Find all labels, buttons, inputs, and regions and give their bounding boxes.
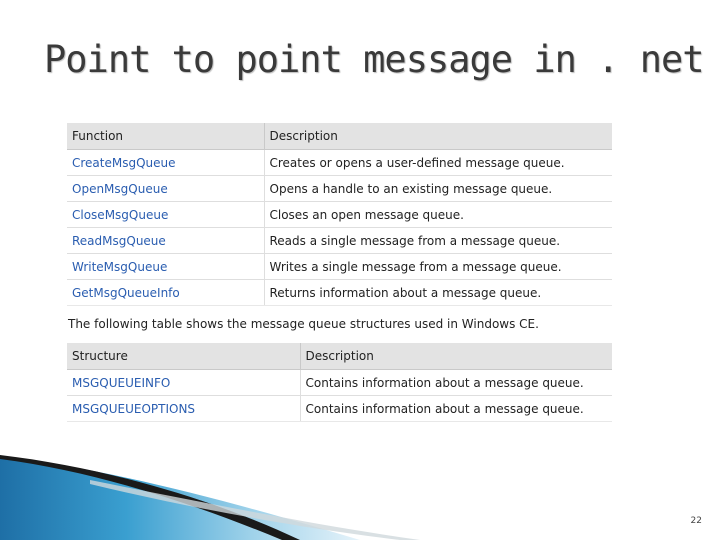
table-row [67,228,612,254]
description-cell: Reads a single message from a message queue. [264,228,612,254]
column-header-structure: Structure [67,343,300,370]
structure-link[interactable]: MSGQUEUEINFO [67,370,300,396]
description-cell: Contains information about a message queue. [300,396,612,422]
function-link[interactable]: GetMsgQueueInfo [67,280,264,306]
column-header-function: Function [67,123,264,150]
function-link[interactable]: OpenMsgQueue [67,176,264,202]
page-number: 22 [690,516,702,526]
table-header-row [67,343,612,370]
description-cell: Opens a handle to an existing message queue. [264,176,612,202]
column-header-description: Description [264,123,612,150]
function-link[interactable]: CreateMsgQueue [67,150,264,176]
function-link[interactable]: ReadMsgQueue [67,228,264,254]
table-row [67,254,612,280]
intro-text: The following table shows the message queue structures used in Windows CE. [68,317,539,331]
functions-table [67,123,612,306]
description-cell: Closes an open message queue. [264,202,612,228]
description-cell: Writes a single message from a message queue. [264,254,612,280]
structure-link[interactable]: MSGQUEUEOPTIONS [67,396,300,422]
table-row [67,280,612,306]
function-link[interactable]: WriteMsgQueue [67,254,264,280]
description-cell: Contains information about a message queue. [300,370,612,396]
table-row [67,150,612,176]
slide-title: Point to point message in . net [44,38,704,81]
column-header-description: Description [300,343,612,370]
table-row [67,396,612,422]
table-row [67,202,612,228]
description-cell: Creates or opens a user-defined message queue. [264,150,612,176]
function-link[interactable]: CloseMsgQueue [67,202,264,228]
table-row [67,370,612,396]
structures-table [67,343,612,422]
description-cell: Returns information about a message queue. [264,280,612,306]
table-header-row [67,123,612,150]
decorative-swoosh [0,450,720,540]
table-row [67,176,612,202]
